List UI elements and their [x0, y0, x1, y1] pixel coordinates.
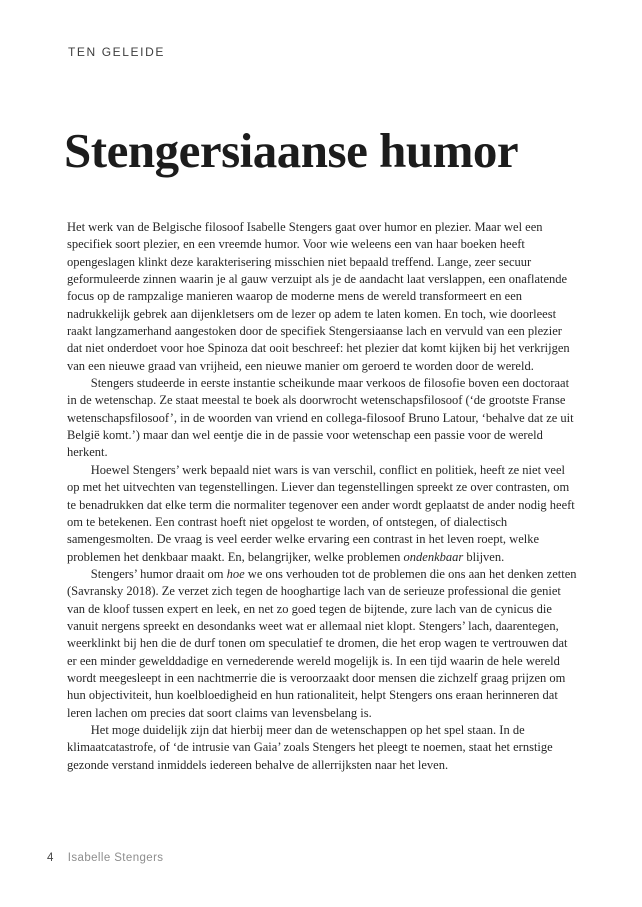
- emphasized-text: hoe: [226, 566, 245, 581]
- text-run: Het werk van de Belgische filosoof Isabelle Stengers gaat over humor en plezier. Maar wel een specifiek soort plezier, en een vreemde humor. Voor wie weleens een van haar boeken heeft opengeslagen klinkt deze karakterisering misschien niet bepaald treffend. Lange, zeer secuur geformuleerde zinnen waarin je al gauw verzuipt als je de aandacht laat verslappen, een onaflatende focus op de rampzalige manieren waarop de moderne mens de wereld transformeert en een nadrukkelijk gebrek aan dijenkletsers om de lezer op adem te laten komen. En toch, wie doorleest raakt langzamerhand aangestoken door de specifiek Stengersiaanse lach en vervuld van een plezier dat niet onderdoet voor hoe Spinoza dat ooit beschreef: het plezier dat komt kijken bij het verkrijgen van een nieuwe graad van vrijheid, een nieuwe manier om geroerd te worden door de wereld.: [67, 220, 570, 373]
- text-run: Stengers studeerde in eerste instantie scheikunde maar verkoos de filosofie boven een doctoraat in de wetenschap. Ze staat meestal te boek als doorwrocht wetenschapsfilosoof (‘de grootste Franse wetenschapsfilosoof’, in de woorden van vriend en collega-filosoof Bruno Latour, ‘behalve dat ze uit België komt.’) maar dan wel eentje die in de passie voor wetenschap een passie voor de wereld herkent.: [67, 376, 574, 460]
- running-title: Isabelle Stengers: [67, 852, 164, 864]
- paragraph: [67, 219, 579, 375]
- text-run: Stengers’ humor draait om: [90, 566, 227, 581]
- text-run: we ons verhouden tot de problemen die ons aan het denken zetten (Savransky 2018). Ze verzet zich tegen de hooghartige lach van de serieuze professional die geniet van de kloof tussen expert en leek, en net zo goed tegen de bijtende, zure lach van de cynicus die vanuit nergens spreekt en desondanks weet wat er allemaal niet klopt. Stengers’ lach, daarentegen, weerklinkt bij hen die de durf tonen om speculatief te dromen, die het erop wagen te vertrouwen dat er een minder gewelddadige en vernederende wereld mogelijk is. In een tijd waarin de hele wereld wordt meegesleept in een nachtmerrie die is veroorzaakt door mensen die zichzelf graag prijzen om hun objectiviteit, hun koelbloedigheid en hun rationaliteit, helpt Stengers ons eraan herinneren dat leren lachen om precies dat soort claims van levensbelang is.: [67, 566, 577, 720]
- page-number: 4: [47, 852, 54, 864]
- text-run: blijven.: [463, 549, 505, 564]
- paragraph: [67, 375, 579, 462]
- paragraph: [67, 722, 579, 774]
- text-run: Hoewel Stengers’ werk bepaald niet wars is van verschil, conflict en politiek, heeft ze niet veel op met het uitvechten van tegenstellingen. Liever dan tegenstellingen spreekt ze over contrasten, om te benadrukken dat elke term die normaliter tegenover een ander wordt geplaatst de ander nodig heeft om te betekenen. Een contrast hoeft niet opgelost te worden, of ontstegen, of dialectisch samengesmolten. De vraag is veel eerder welke ervaring een contrast in het leven roept, welke problemen het denkbaar maakt. En, belangrijker, welke problemen: [67, 462, 575, 564]
- emphasized-text: ondenkbaar: [403, 549, 464, 564]
- page-footer: [47, 852, 163, 864]
- article-body: [67, 219, 579, 774]
- page-title: Stengersiaanse humor: [64, 123, 519, 178]
- paragraph: [67, 566, 579, 722]
- paragraph: [67, 462, 579, 566]
- section-kicker: TEN GELEIDE: [68, 45, 165, 59]
- text-run: Het moge duidelijk zijn dat hierbij meer dan de wetenschappen op het spel staan. In de klimaatcatastrofe, of ‘de intrusie van Gaia’ zoals Stengers het pleegt te noemen, staat het ernstige gezonde verstand inmiddels iedereen behalve de allerrijksten naar het leven.: [67, 722, 553, 772]
